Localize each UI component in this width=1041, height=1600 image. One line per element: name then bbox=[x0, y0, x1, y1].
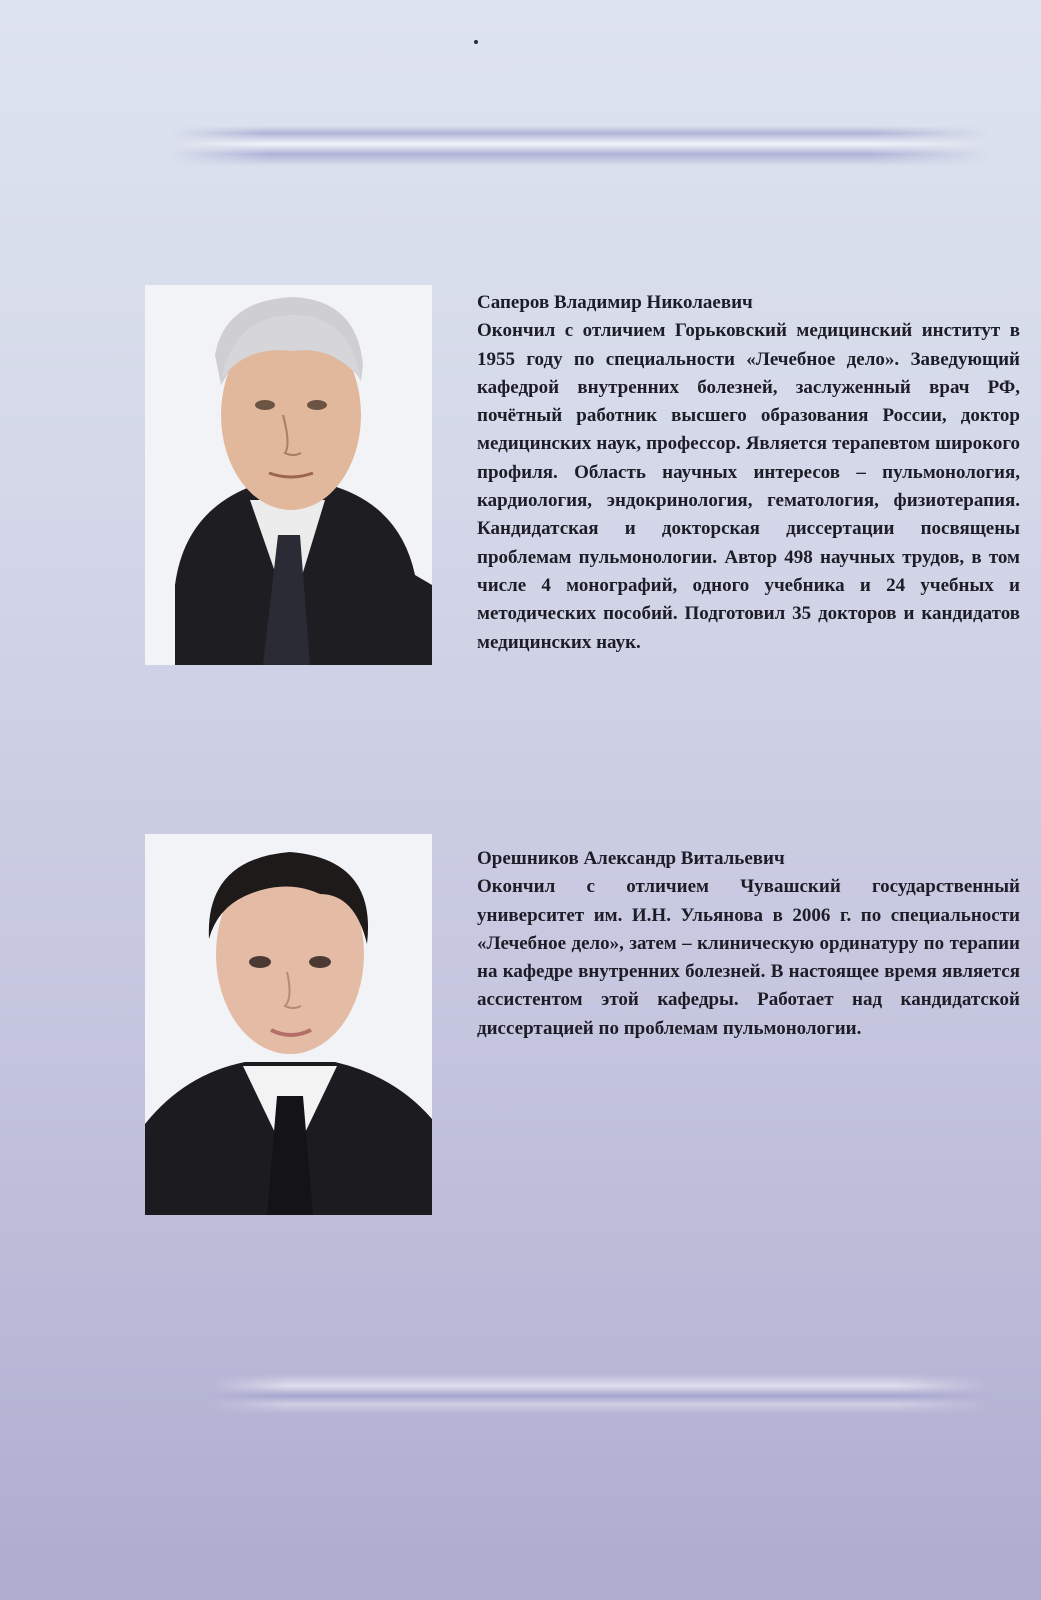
person-bio-1: Окончил с отличием Горьковский медицинский институт в 1955 году по специальности «Лечебное дело». Заведующий кафедрой внутренних болезней, заслуженный врач РФ, почётный работник высшего образования России, доктор медицинских наук, профессор. Является терапевтом широкого профиля. Область научных интересов – пульмонология, кардиология, эндокринология, гематология, физиотерапия. Кандидатская и докторская диссертации посвящены проблемам пульмонологии. Автор 498 научных трудов, в том числе 4 монографий, одного учебника и 24 учебных и методических пособий. Подготовил 35 докторов и кандидатов медицинских наук. bbox=[477, 320, 1020, 653]
bio-block-1 bbox=[477, 289, 1020, 657]
person-bio-2: Окончил с отличием Чувашский государственный университет им. И.Н. Ульянова в 2006 г. по специальности «Лечебное дело», затем – клиническую ординатуру по терапии на кафедре внутренних болезней. В настоящее время является ассистентом этой кафедры. Работает над кандидатской диссертацией по проблемам пульмонологии. bbox=[477, 876, 1020, 1039]
portrait-photo-1 bbox=[145, 285, 432, 665]
print-speck bbox=[474, 40, 478, 44]
bottom-decorative-band bbox=[210, 1374, 990, 1414]
person-name-2: Орешников Александр Витальевич bbox=[477, 848, 785, 869]
bio-block-2 bbox=[477, 845, 1020, 1043]
top-decorative-band bbox=[170, 126, 990, 166]
portrait-young-man bbox=[145, 834, 432, 1215]
person-name-1: Саперов Владимир Николаевич bbox=[477, 292, 753, 313]
portrait-elderly-man bbox=[145, 285, 432, 665]
portrait-photo-2 bbox=[145, 834, 432, 1215]
